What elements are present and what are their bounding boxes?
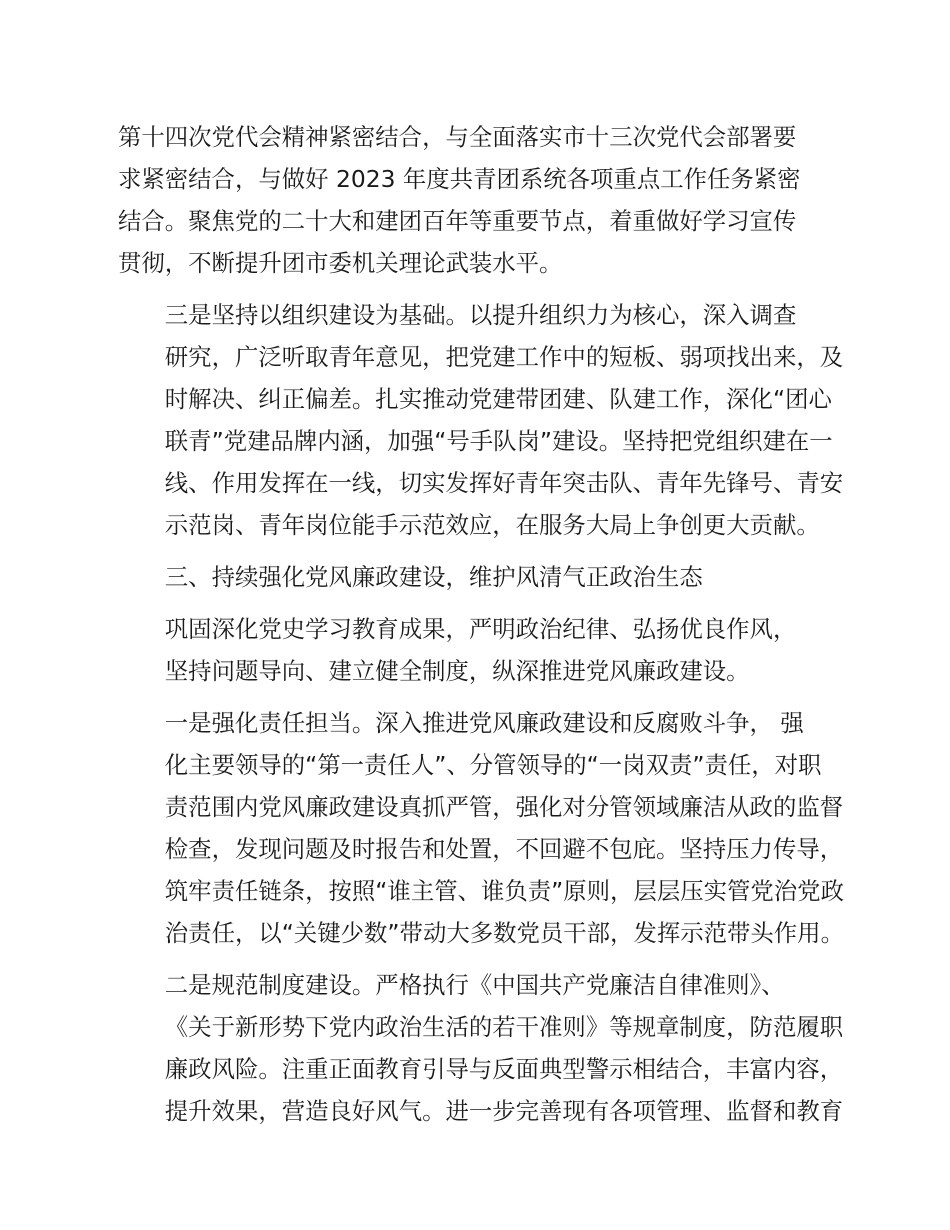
text-line: 检查，发现问题及时报告和处置，不回避不包庇。坚持压力传导，: [164, 835, 844, 863]
text-line: 二是规范制度建设。严格执行《中国共产党廉洁自律准则》、: [164, 971, 785, 999]
text-line: 治责任，以“关键少数”带动大多数党员干部，发挥示范带头作用。: [164, 919, 844, 947]
text-line: 筑牢责任链条，按照“谁主管、谁负责”原则，层层压实管党治党政: [164, 877, 844, 905]
section-heading: [118, 556, 842, 598]
text-line: 《关于新形势下党内政治生活的若干准则》等规章制度，防范履职: [164, 1013, 844, 1041]
paragraph-responsibility: [118, 702, 842, 954]
text-line: 求紧密结合，与做好 2023 年度共青团系统各项重点工作任务紧密: [118, 165, 801, 193]
text-line: 一是强化责任担当。深入推进党风廉政建设和反腐败斗争， 强: [164, 709, 804, 737]
text-line: 示范岗、青年岗位能手示范效应，在服务大局上争创更大贡献。: [164, 511, 820, 539]
text-line: 化主要领导的“第一责任人”、分管领导的“一岗双责”责任，对职: [164, 751, 822, 779]
text-line: 线、作用发挥在一线，切实发挥好青年突击队、青年先锋号、青安: [164, 469, 844, 497]
text-line: 三是坚持以组织建设为基础。以提升组织力为核心，深入调查: [164, 301, 797, 329]
paragraph-system-building: [118, 964, 842, 1132]
document-body: [118, 116, 842, 1142]
text-line: 结合。聚焦党的二十大和建团百年等重要节点，着重做好学习宣传: [118, 207, 797, 235]
text-line: 廉政风险。注重正面教育引导与反面典型警示相结合，丰富内容，: [164, 1055, 844, 1083]
text-line: 提升效果，营造良好风气。进一步完善现有各项管理、监督和教育: [164, 1097, 844, 1125]
text-line: 坚持问题导向、建立健全制度，纵深推进党风廉政建设。: [164, 657, 750, 685]
text-line: 第十四次党代会精神紧密结合，与全面落实市十三次党代会部署要: [118, 123, 797, 151]
paragraph-organization-building: [118, 294, 842, 546]
text-line: 联青”党建品牌内涵，加强“号手队岗”建设。坚持把党组织建在一: [164, 427, 833, 455]
text-line: 贯彻，不断提升团市委机关理论武装水平。: [118, 249, 563, 277]
text-line: 责范围内党风廉政建设真抓严管，强化对分管领域廉洁从政的监督: [164, 793, 844, 821]
text-line: 研究，广泛听取青年意见，把党建工作中的短板、弱项找出来，及: [164, 343, 844, 371]
text-line: 时解决、纠正偏差。扎实推动党建带团建、队建工作，深化“团心: [164, 385, 832, 413]
paragraph-study-integration: [118, 116, 842, 284]
text-line: 三、持续强化党风廉政建设，维护风清气正政治生态: [164, 563, 703, 591]
paragraph-party-history: [118, 608, 842, 692]
text-line: 巩固深化党史学习教育成果，严明政治纪律、弘扬优良作风，: [164, 615, 797, 643]
